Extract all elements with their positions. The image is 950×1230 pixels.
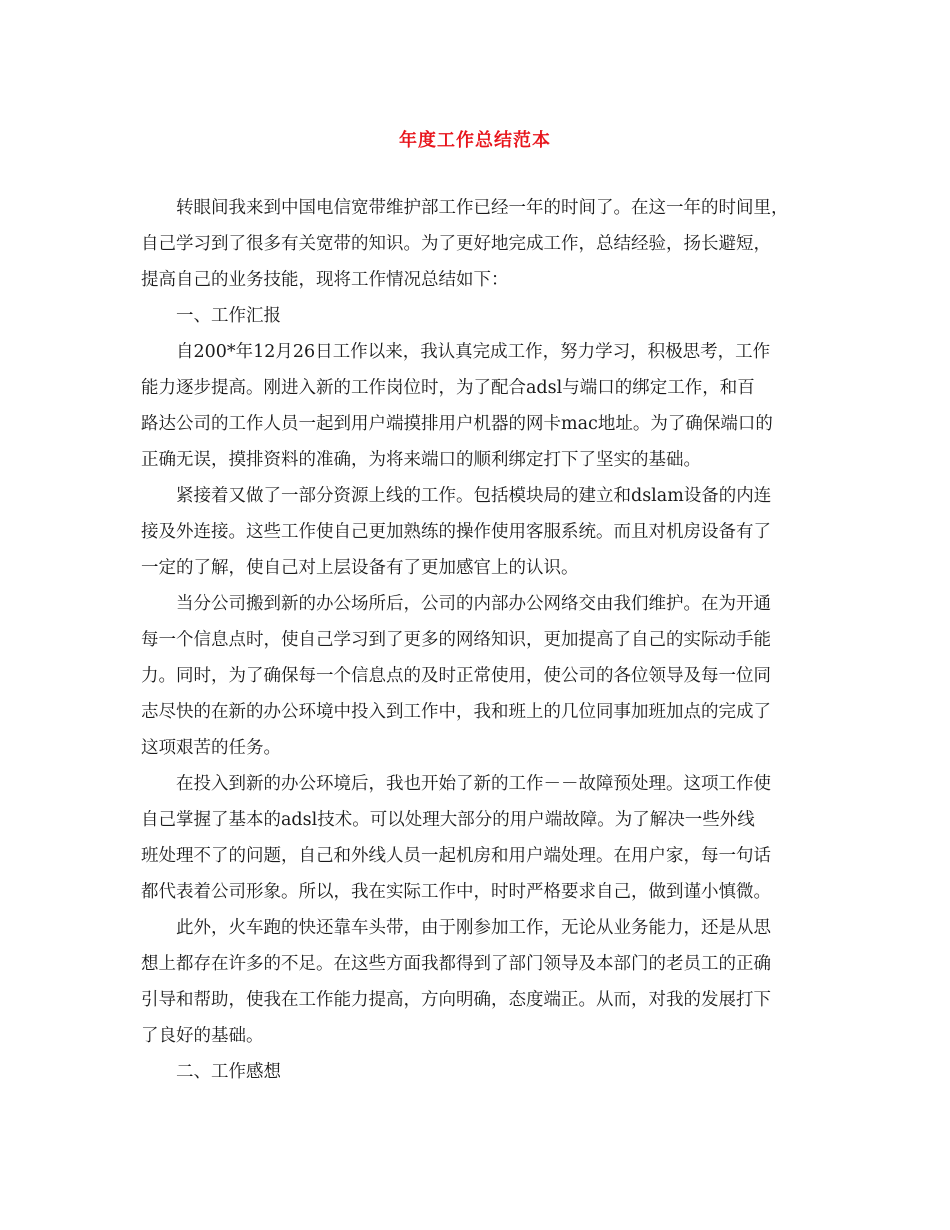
paragraph-line: 自200*年12月26日工作以来，我认真完成工作，努力学习，积极思考，工作 bbox=[176, 342, 771, 362]
paragraph-line: 想上都存在许多的不足。在这些方面我都得到了部门领导及本部门的老员工的正确 bbox=[141, 954, 771, 974]
section-heading: 二、工作感想 bbox=[176, 1062, 281, 1082]
paragraph-line: 力。同时，为了确保每一个信息点的及时正常使用，使公司的各位领导及每一位同 bbox=[141, 666, 771, 686]
paragraph-line: 在投入到新的办公环境后，我也开始了新的工作－－故障预处理。这项工作使 bbox=[176, 774, 771, 794]
paragraph-line: 班处理不了的问题，自己和外线人员一起机房和用户端处理。在用户家，每一句话 bbox=[141, 846, 771, 866]
paragraph-line: 都代表着公司形象。所以，我在实际工作中，时时严格要求自己，做到谨小慎微。 bbox=[141, 882, 771, 902]
paragraph-line: 一定的了解，使自己对上层设备有了更加感官上的认识。 bbox=[141, 558, 579, 578]
section-heading: 一、工作汇报 bbox=[176, 306, 281, 326]
document-title: 年度工作总结范本 bbox=[399, 130, 551, 151]
paragraph-line: 引导和帮助，使我在工作能力提高，方向明确，态度端正。从而，对我的发展打下 bbox=[141, 990, 771, 1010]
paragraph-line: 路达公司的工作人员一起到用户端摸排用户机器的网卡mac地址。为了确保端口的 bbox=[141, 414, 773, 434]
paragraph-line: 自己学习到了很多有关宽带的知识。为了更好地完成工作，总结经验，扬长避短， bbox=[141, 234, 771, 254]
paragraph-line: 了良好的基础。 bbox=[141, 1026, 264, 1046]
paragraph-line: 接及外连接。这些工作使自己更加熟练的操作使用客服系统。而且对机房设备有了 bbox=[141, 522, 771, 542]
paragraph-line: 紧接着又做了一部分资源上线的工作。包括模块局的建立和dslam设备的内连 bbox=[176, 486, 772, 506]
paragraph-line: 志尽快的在新的办公环境中投入到工作中，我和班上的几位同事加班加点的完成了 bbox=[141, 702, 771, 722]
paragraph-line: 每一个信息点时，使自己学习到了更多的网络知识，更加提高了自己的实际动手能 bbox=[141, 630, 771, 650]
paragraph-line: 此外，火车跑的快还靠车头带，由于刚参加工作，无论从业务能力，还是从思 bbox=[176, 918, 771, 938]
paragraph-line: 这项艰苦的任务。 bbox=[141, 738, 281, 758]
paragraph-line: 提高自己的业务技能，现将工作情况总结如下： bbox=[141, 270, 509, 290]
paragraph-line: 转眼间我来到中国电信宽带维护部工作已经一年的时间了。在这一年的时间里， bbox=[176, 198, 789, 218]
paragraph-line: 正确无误，摸排资料的准确，为将来端口的顺利绑定打下了坚实的基础。 bbox=[141, 450, 701, 470]
paragraph-line: 当分公司搬到新的办公场所后，公司的内部办公网络交由我们维护。在为开通 bbox=[176, 594, 771, 614]
paragraph-line: 自己掌握了基本的adsl技术。可以处理大部分的用户端故障。为了解决一些外线 bbox=[141, 810, 755, 830]
document-body bbox=[141, 190, 831, 1090]
paragraph-line: 能力逐步提高。刚进入新的工作岗位时，为了配合adsl与端口的绑定工作，和百 bbox=[141, 378, 755, 398]
